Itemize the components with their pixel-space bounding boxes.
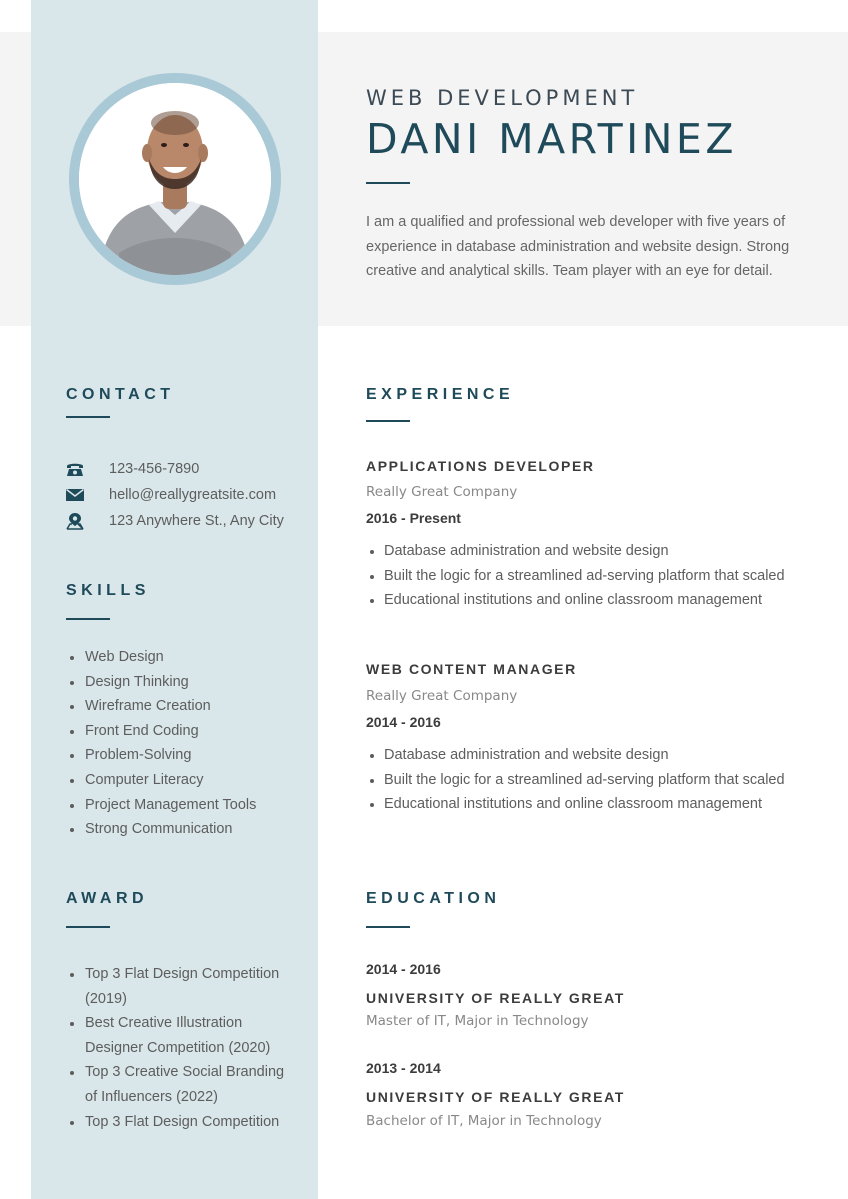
job-subtitle: WEB DEVELOPMENT [366,86,639,110]
school-name: UNIVERSITY OF REALLY GREAT [366,990,625,1006]
degree: Bachelor of IT, Major in Technology [366,1113,602,1129]
list-item: Top 3 Flat Design Competition [85,1110,290,1135]
company-name: Really Great Company [366,688,518,704]
list-item: Computer Literacy [85,768,325,793]
contact-heading: CONTACT [66,386,175,403]
school-name: UNIVERSITY OF REALLY GREAT [366,1089,625,1105]
profile-summary: I am a qualified and professional web developer with five years of experience in database administration and website design. Strong creative and analytical skills. Team player with an eye for detail. [366,214,790,279]
email-address[interactable]: hello@reallygreatsite.com [109,487,277,503]
contact-email [65,482,305,508]
location-pin-icon [65,512,85,530]
profile-photo [79,83,271,275]
list-item: Front End Coding [85,719,325,744]
contact-phone [65,456,305,482]
street-address: 123 Anywhere St., Any City [109,513,284,529]
profile-photo-frame [69,73,281,285]
job-duties [366,539,824,613]
education-years: 2013 - 2014 [366,1060,441,1076]
list-item: Top 3 Flat Design Competition (2019) [85,962,290,1011]
list-item: Built the logic for a streamlined ad-serving platform that scaled [384,564,824,589]
skills-heading: SKILLS [66,582,150,599]
degree: Master of IT, Major in Technology [366,1013,589,1029]
email-icon [65,486,85,504]
phone-icon [65,460,85,478]
contact-address [65,508,305,534]
phone-number[interactable]: 123-456-7890 [109,461,200,477]
list-item: Design Thinking [85,670,325,695]
list-item: Top 3 Creative Social Branding of Influencers (2022) [85,1060,290,1109]
list-item: Web Design [85,645,325,670]
education-divider [366,926,410,928]
skills-divider [66,618,110,620]
list-item: Built the logic for a streamlined ad-serving platform that scaled [384,768,824,793]
job-title: WEB CONTENT MANAGER [366,661,577,677]
contact-list [65,456,305,534]
award-heading: AWARD [66,890,149,907]
list-item: Strong Communication [85,817,325,842]
experience-heading: EXPERIENCE [366,386,515,403]
experience-divider [366,420,410,422]
skills-list [66,645,325,842]
award-divider [66,926,110,928]
company-name: Really Great Company [366,484,518,500]
contact-divider [66,416,110,418]
list-item: Problem-Solving [85,743,325,768]
name-divider [366,182,410,184]
list-item: Database administration and website design [384,743,824,768]
name-block [366,86,806,162]
award-list [66,962,290,1134]
list-item: Database administration and website design [384,539,824,564]
list-item: Wireframe Creation [85,694,325,719]
list-item: Best Creative Illustration Designer Competition (2020) [85,1011,290,1060]
education-heading: EDUCATION [366,890,501,907]
job-years: 2016 - Present [366,510,461,526]
list-item: Project Management Tools [85,793,325,818]
job-duties [366,743,824,817]
job-title: APPLICATIONS DEVELOPER [366,458,595,474]
list-item: Educational institutions and online classroom management [384,792,824,817]
list-item: Educational institutions and online classroom management [384,588,824,613]
job-years: 2014 - 2016 [366,714,441,730]
person-name: DANI MARTINEZ [366,115,737,163]
education-years: 2014 - 2016 [366,961,441,977]
